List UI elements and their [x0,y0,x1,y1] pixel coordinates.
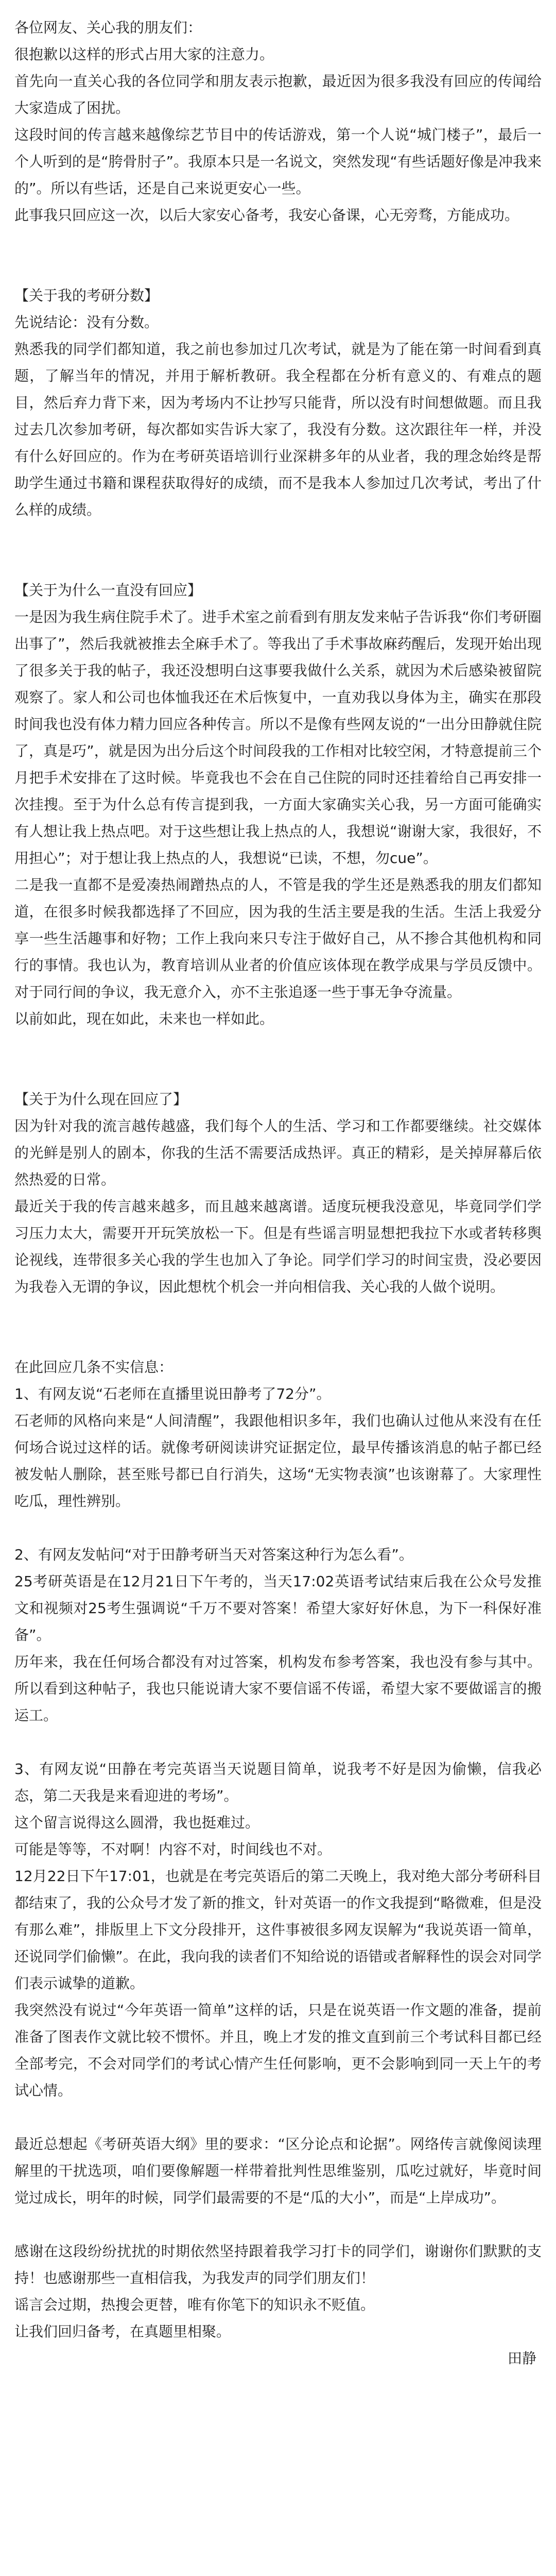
section-title-score: 【关于我的考研分数】 [14,287,159,304]
rumor-item-2-title: 2、有网友发帖问“对于田静考研当天对答案这种行为怎么看”。 [14,1546,413,1563]
spacer [14,1327,542,1354]
greeting: 各位网友、关心我的朋友们： [14,19,202,36]
closing-paragraph: 感谢在这段纷纷扰扰的时期依然坚持跟着我学习打卡的同学们，谢谢你们默默的支持！也感谢那些一直相信我，为我发声的同学们朋友们！ [14,2243,542,2286]
section-paragraph: 熟悉我的同学们都知道，我之前也参加过几次考试，就是为了能在第一时间看到真题，了解当年的情况，并用于解析教研。我全程都在分析有意义的、有难点的题目，然后弃力背下来，因为考场内不让抄写只能背，所以没有时间想做题。而且我过去几次参加考研，每次都如实告诉大家了，我没有分数。这次跟往年一样，并没有什么好回应的。作为在考研英语培训行业深耕多年的从业者，我的理念始终是帮助学生通过书籍和课程获取得好的成绩，而不是我本人参加过几次考试，考出了什么样的成绩。 [14,341,542,518]
section-paragraph: 以前如此，现在如此，未来也一样如此。 [14,1010,274,1027]
section-paragraph: 最近总想起《考研英语大纲》里的要求：“区分论点和论据”。网络传言就像阅读理解里的干扰选项，咱们要像解题一样带着批判性思维鉴别，瓜吃过就好，毕竟时间觉过成长，明年的时候，同学们最需要的不是“瓜的大小”，而是“上岸成功”。 [14,2136,542,2206]
spacer [14,550,542,577]
section-paragraph: 因为针对我的流言越传越盛，我们每个人的生活、学习和工作都要继续。社交媒体的光鲜是别人的剧本，你我的生活不需要活成热评。真正的精彩，是关掉屏幕后依然热爱的日常。 [14,1117,542,1188]
intro-paragraph: 此事我只回应这一次，以后大家安心备考，我安心备课，心无旁骛，方能成功。 [14,207,519,224]
section-paragraph: 这个留言说得这么圆滑，我也挺难过。 [14,1814,260,1831]
intro-paragraph: 很抱歉以这样的形式占用大家的注意力。 [14,46,274,63]
spacer [14,256,542,282]
intro-paragraph: 这段时间的传言越来越像综艺节目中的传话游戏，第一个人说“城门楼子”，最后一个人听到的是“胯骨肘子”。我原本只是一名说文，突然发现“有些话题好像是冲我来的”。所以有些话，还是自己来说更安心一些。 [14,126,542,197]
spacer [14,2211,542,2238]
section-paragraph: 历年来，我在任何场合都没有对过答案，机构发布参考答案，我也没有参与其中。所以看到这种帖子，我也只能说请大家不要信谣不传谣，希望大家不要做谣言的搬运工。 [14,1653,542,1724]
closing-paragraph: 谣言会过期，热搜会更替，唯有你笔下的知识永不贬值。 [14,2296,375,2313]
spacer [14,1059,542,1086]
section-paragraph: 二是我一直都不是爱凑热闹蹭热点的人，不管是我的学生还是熟悉我的朋友们都知道，在很多时候我都选择了不回应，因为我的生活主要是我的生活。生活上我爱分享一些生活趣事和好物；工作上我向来只专注于做好自己，从不掺合其他机构和同行的事情。我也认为，教育培训从业者的价值应该体现在教学成果与学员反馈中。对于同行间的争议，我无意介入，亦不主张追逐一些于事无争夺流量。 [14,876,542,1001]
section-title-rumors: 在此回应几条不实信息： [14,1359,173,1376]
section-paragraph: 我突然没有说过“今年英语一简单”这样的话，只是在说英语一作文题的准备，提前准备了图表作文就比较不惯怀。并且，晚上才发的推文直到前三个考试科目都已经全部考完，不会对同学们的考试心情产生任何影响，更不会影响到同一天上午的考试心情。 [14,2002,542,2099]
spacer [14,523,542,550]
spacer [14,1729,542,1756]
section-paragraph: 25考研英语是在12月21日下午考的，当天17:02英语考试结束后我在公众号发推文和视频对25考生强调说“千万不要对答案！希望大家好好休息，为下一科保好准备”。 [14,1573,542,1643]
spacer [14,229,542,256]
intro-paragraph: 首先向一直关心我的各位同学和朋友表示抱歉，最近因为很多我没有回应的传闻给大家造成了困扰。 [14,73,542,116]
section-paragraph: 最近关于我的传言越来越多，而且越来越离谱。适度玩梗我没意见，毕竟同学们学习压力太大，需要开开玩笑放松一下。但是有些谣言明显想把我拉下水或者转移舆论视线，连带很多关心我的学生也加入了争论。同学们学习的时间宝贵，没必要因为我卷入无谓的争议，因此想枕个机会一并向相信我、关心我的人做个说明。 [14,1198,542,1295]
section-title-no-response: 【关于为什么一直没有回应】 [14,582,202,599]
section-paragraph: 石老师的风格向来是“人间清醒”，我跟他相识多年，我们也确认过他从来没有在任何场合说过这样的话。就像考研阅读讲究证据定位，最早传播该消息的帖子都已经被发帖人删除，甚至账号都已自行消失，这场“无实物表演”也该谢幕了。大家理性吃瓜，理性辨别。 [14,1412,542,1510]
section-paragraph: 可能是等等，不对啊！内容不对，时间线也不对。 [14,1841,332,1858]
spacer [14,1032,542,1059]
section-paragraph: 1、有网友说“石老师在直播里说田静考了72分”。 [14,1385,331,1402]
spacer [14,2104,542,2131]
closing-paragraph: 让我们回归备考，在真题里相聚。 [14,2323,231,2340]
section-paragraph: 12月22日下午17:01，也就是在考完英语后的第二天晚上，我对绝大部分考研科目都结束了，我的公众号才发了新的推文，针对英语一的作文我提到“略微难，但是没有那么难”，排版里上下文分段排开，这件事被很多网友误解为“我说英语一简单，还说同学们偷懒”。在此，我向我的读者们不知给说的语错或者解释性的误会对同学们表示诚挚的道歉。 [14,1868,542,1992]
section-title-why-now: 【关于为什么现在回应了】 [14,1091,188,1108]
section-paragraph: 一是因为我生病住院手术了。进手术室之前看到有朋友发来帖子告诉我“你们考研圈出事了”，然后我就被推去全麻手术了。等我出了手术事故麻药醒后，发现开始出现了很多关于我的帖子，我还没想明白这事要我做什么关系，就因为术后感染被留院观察了。家人和公司也体恤我还在术后恢复中，一直劝我以身体为主，确实在那段时间我也没有体力精力回应各种传言。所以不是像有些网友说的“一出分田静就住院了，真是巧”，就是因为出分后这个时间段我的工作相对比较空闲，才特意提前三个月把手术安排在了这时候。毕竟我也不会在自己住院的同时还挂着给自己再安排一次挂搜。至于为什么总有传言提到我，一方面大家确实关心我，另一方面可能确实有人想让我上热点吧。对于这些想让我上热点的人，我想说“谢谢大家，我很好，不用担心”；对于想让我上热点的人，我想说“已读，不想，勿cue”。 [14,608,542,867]
signature: 田静 [507,2350,536,2367]
rumor-item-3-title: 3、有网友说“田静在考完英语当天说题目简单，说我考不好是因为偷懒，信我必态，第二天我是来看迎进的考场”。 [14,1760,542,1804]
spacer [14,1300,542,1327]
section-paragraph: 先说结论：没有分数。 [14,314,159,331]
spacer [14,1515,542,1541]
